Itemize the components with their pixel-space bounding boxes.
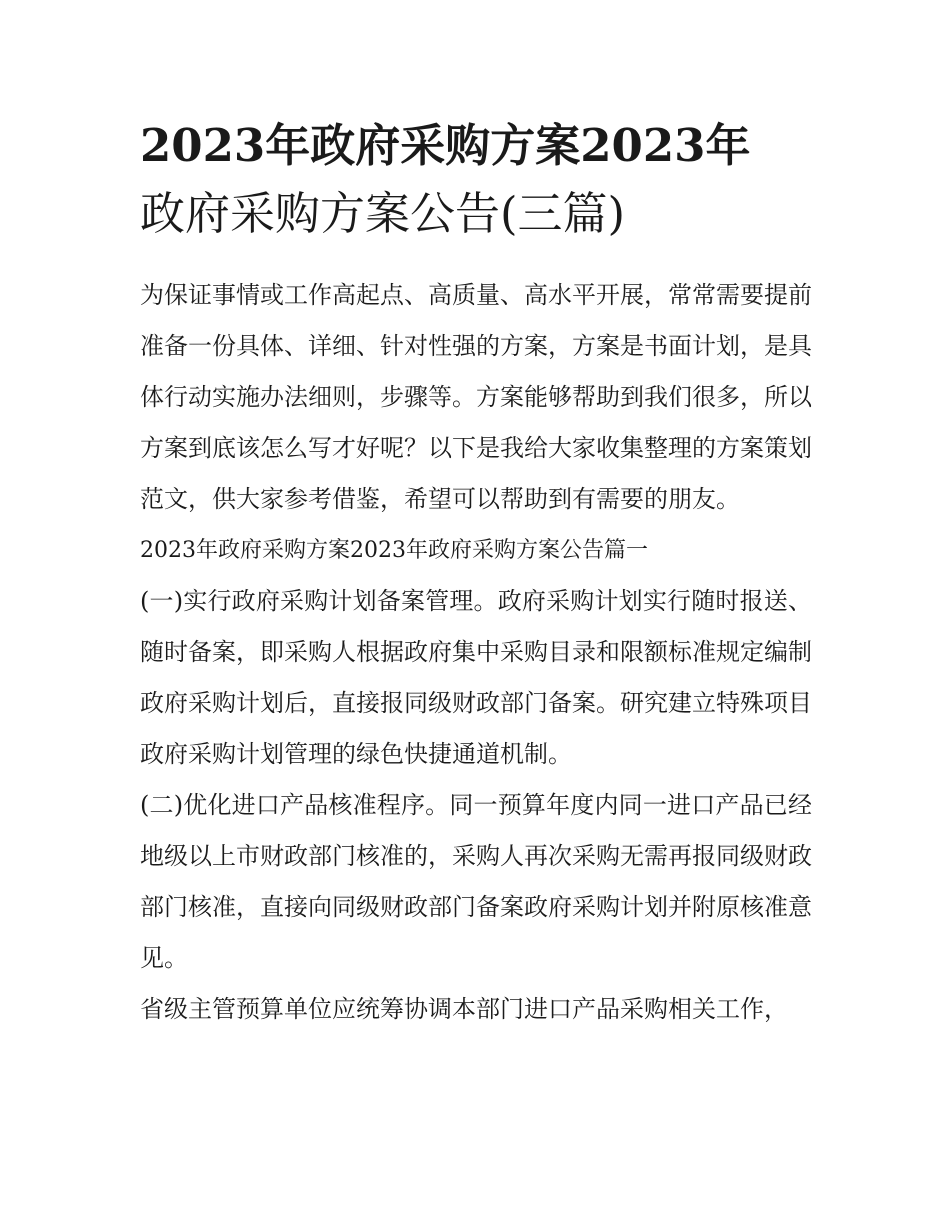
document-page [140, 112, 812, 1035]
document-title [140, 112, 812, 248]
paragraph-item-1: (一)实行政府采购计划备案管理。政府采购计划实行随时报送、随时备案，即采购人根据政府集中采购目录和限额标准规定编制政府采购计划后，直接报同级财政部门备案。研究建立特殊项目政府采购计划管理的绿色快捷通道机制。 [140, 587, 812, 768]
paragraph-item-2: (二)优化进口产品核准程序。同一预算年度内同一进口产品已经地级以上市财政部门核准的，采购人再次采购无需再报同级财政部门核准，直接向同级财政部门备案政府采购计划并附原核准意见。 [140, 791, 812, 972]
title-line-2: 政府采购方案公告(三篇) [140, 187, 626, 240]
intro-paragraph: 为保证事情或工作高起点、高质量、高水平开展，常常需要提前准备一份具体、详细、针对性强的方案，方案是书面计划，是具体行动实施办法细则，步骤等。方案能够帮助到我们很多，所以方案到底该怎么写才好呢？以下是我给大家收集整理的方案策划范文，供大家参考借鉴，希望可以帮助到有需要的朋友。 [140, 281, 812, 513]
document-body [140, 270, 812, 1035]
paragraph-continuation: 省级主管预算单位应统筹协调本部门进口产品采购相关工作， [140, 995, 788, 1023]
title-line-1: 2023年政府采购方案2023年 [140, 119, 751, 172]
section-heading: 2023年政府采购方案2023年政府采购方案公告篇一 [140, 538, 648, 563]
